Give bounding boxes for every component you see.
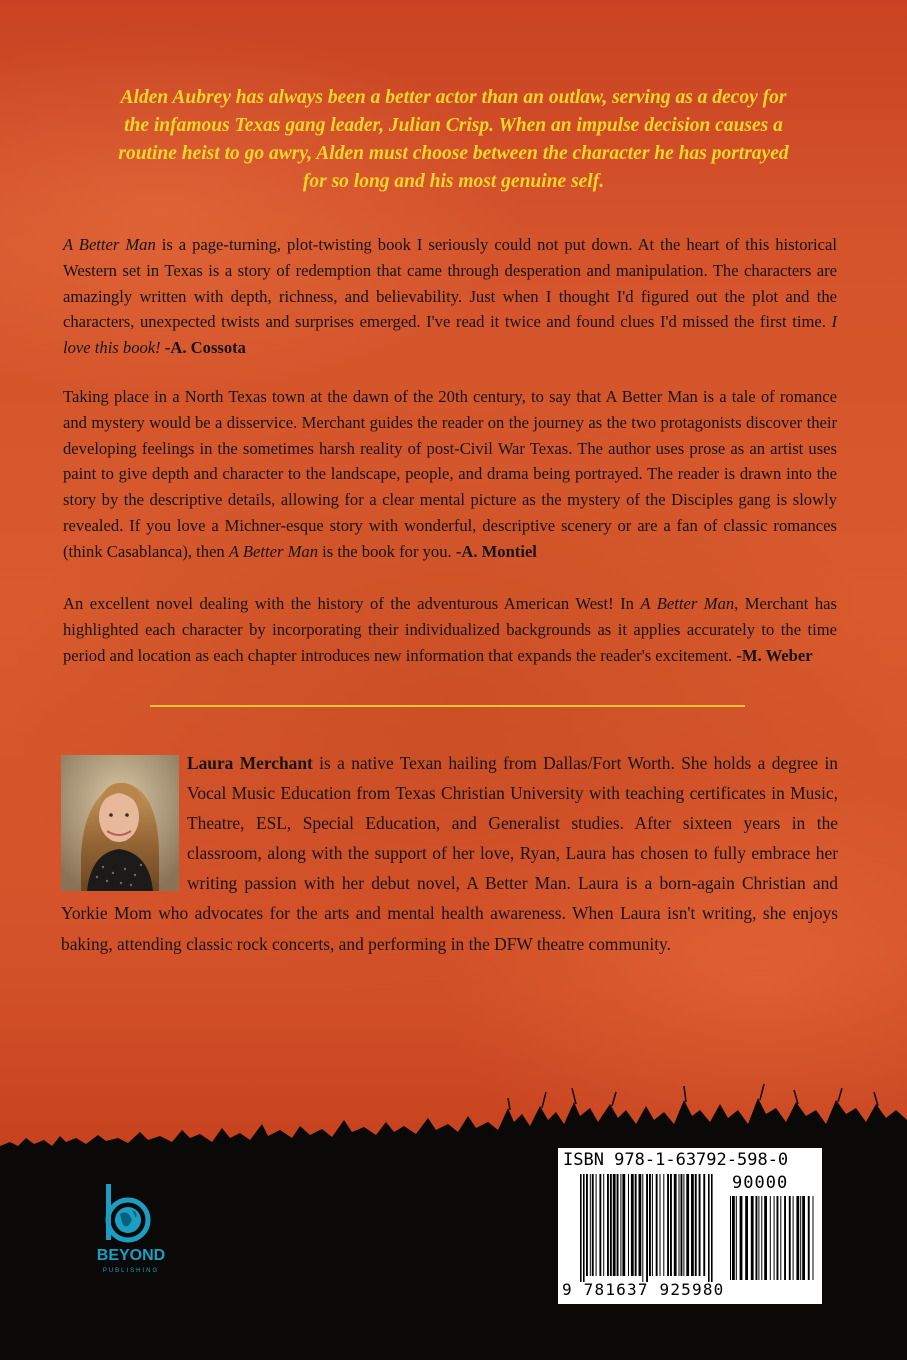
barcode-stripe: [796, 1196, 799, 1280]
barcode-stripe: [732, 1196, 735, 1280]
book-blurb: Alden Aubrey has always been a better actor than an outlaw, serving as a decoy for the infamous Texas gang leader, Julian Crisp. When an impulse decision causes a routine heist to go awry, Alden must choose between the character he has portrayed for so long and his most genuine self.: [118, 87, 789, 192]
barcode-stripe: [736, 1196, 737, 1280]
barcode-stripe: [808, 1196, 810, 1280]
price-addon-label: 90000: [732, 1173, 789, 1193]
review-signature: -M. Weber: [736, 645, 813, 665]
barcode-stripe: [628, 1174, 629, 1276]
barcode-stripe: [699, 1174, 701, 1276]
barcode-stripe: [603, 1174, 604, 1276]
barcode-stripe: [617, 1174, 619, 1276]
barcode-stripe: [802, 1196, 805, 1280]
review-text: , Merchant has highlighted each character by incorporating their individualized backgrounds as it applies accurately to the time period and location as each chapter introduces new information that expands the reader's excitement.: [63, 594, 837, 665]
review-signature: -A. Montiel: [455, 541, 537, 561]
barcode-stripe: [580, 1174, 582, 1282]
barcode-stripe: [711, 1174, 713, 1282]
barcode-stripe: [793, 1196, 794, 1280]
review-book-title: A Better Man: [640, 594, 735, 613]
barcode-stripe: [695, 1174, 697, 1276]
barcode-stripe: [631, 1174, 634, 1276]
ean-digits: 9 781637 925980: [562, 1280, 725, 1299]
barcode-stripe: [800, 1196, 801, 1280]
barcode-stripe: [691, 1174, 694, 1276]
barcode-stripe: [681, 1174, 683, 1276]
barcode-stripe: [610, 1174, 612, 1276]
isbn-label: ISBN 978-1-63792-598-0: [563, 1150, 789, 1170]
review-weber: [63, 591, 837, 668]
barcode-stripe: [599, 1174, 601, 1276]
barcode-stripe: [652, 1174, 653, 1276]
author-bio-text: is a native Texan hailing from Dallas/Fort Worth. She holds a degree in Vocal Music Education from Texas Christian University with teaching certificates in Music, Theatre, ESL, Special Education, and Generalist studies. After sixteen years in the classroom, along with the support of her love, Ryan, Laura has chosen to fully embrace her writing passion with her debut novel, A Better Man. Laura is a born-again Christian and Yorkie Mom who advocates for the arts and mental health awareness. When Laura isn't writing, she enjoys baking, attending classic rock concerts, and performing in the DFW theatre community.: [61, 753, 838, 954]
barcode-stripe: [663, 1174, 664, 1276]
review-text: Taking place in a North Texas town at the dawn of the 20th century, to say that A Better Man is a tale of romance and mystery would be a disservice. Merchant guides the reader on the journey as the two protagonists discover their developing feelings in the sometimes harsh reality of post-Civil War Texas. The author uses prose as an artist uses paint to give depth and character to the landscape, people, and drama being portrayed. The reader is drawn into the story by the descriptive details, allowing for a clear mental picture as the mystery of the Disciples gang is slowly revealed. If you love a Michner-esque story with wonderful, descriptive scenery or are a fan of classic romances (think Casablanca), then: [63, 387, 837, 561]
barcode-stripe: [670, 1174, 672, 1276]
barcode-stripe: [667, 1174, 669, 1276]
barcode-stripe: [740, 1196, 743, 1280]
review-montiel: [63, 384, 837, 565]
review-signature: -A. Cossota: [164, 338, 246, 358]
barcode-stripe: [639, 1174, 642, 1276]
barcode-stripe: [784, 1196, 786, 1280]
barcode-stripe: [813, 1196, 814, 1280]
barcode-stripe: [730, 1196, 731, 1280]
review-text: is the book for you.: [318, 541, 456, 561]
barcode-stripe: [758, 1196, 759, 1280]
barcode-stripe: [683, 1174, 684, 1276]
barcode-stripe: [745, 1196, 748, 1280]
barcode-stripe: [764, 1196, 767, 1280]
barcode-stripe: [592, 1174, 594, 1276]
review-text: An excellent novel dealing with the history of the adventurous American West! In: [63, 594, 641, 613]
author-photo: [61, 755, 179, 891]
barcode-stripe: [660, 1174, 661, 1276]
review-text: is a page-turning, plot-twisting book I seriously could not put down. At the heart of this historical Western set in Texas is a story of redemption that came through desperation and manipulation. The characters are amazingly written with depth, richness, and believability. Just when I thought I'd figured out the plot and the characters, unexpected twists and surprises emerged. I've read it twice and found clues I'd missed the first time.: [63, 235, 837, 332]
publisher-name: BEYOND: [96, 1247, 166, 1264]
publisher-subtitle: PUBLISHING: [102, 1268, 160, 1274]
review-emphasis: I love this book!: [63, 312, 837, 358]
barcode-stripe: [583, 1174, 585, 1282]
barcode-stripe: [646, 1174, 648, 1282]
barcode-stripe: [674, 1174, 677, 1276]
barcode-stripe: [756, 1196, 758, 1280]
section-divider: [150, 705, 745, 707]
publisher-logo: [84, 1180, 178, 1276]
barcode-stripe: [586, 1174, 588, 1276]
barcode-stripe: [679, 1174, 680, 1276]
barcode-stripe: [590, 1174, 591, 1276]
barcode-stripe: [703, 1174, 705, 1276]
barcode-stripe: [751, 1196, 754, 1280]
barcode-stripe: [774, 1196, 775, 1280]
barcode-stripe: [761, 1196, 762, 1280]
barcode-stripe: [649, 1174, 651, 1276]
barcode-stripe: [622, 1174, 625, 1276]
barcode-stripe: [607, 1174, 609, 1276]
barcode-stripe: [708, 1174, 710, 1282]
barcode-stripe: [642, 1174, 643, 1282]
barcode-stripe: [777, 1196, 779, 1280]
review-book-title: A Better Man: [228, 541, 318, 561]
barcode-stripe: [780, 1196, 781, 1280]
barcode-stripe: [686, 1174, 689, 1276]
barcode-stripe: [789, 1196, 791, 1280]
isbn-barcode: [558, 1148, 822, 1304]
barcode-stripe: [770, 1196, 771, 1280]
review-cossota: [63, 232, 837, 361]
barcode-stripe: [613, 1174, 616, 1276]
barcode-stripe: [656, 1174, 658, 1276]
author-name: Laura Merchant: [187, 753, 313, 773]
barcode-stripe: [620, 1174, 621, 1276]
review-book-title: A Better Man: [63, 235, 156, 254]
barcode-stripe: [596, 1174, 597, 1276]
barcode-stripe: [635, 1174, 637, 1276]
